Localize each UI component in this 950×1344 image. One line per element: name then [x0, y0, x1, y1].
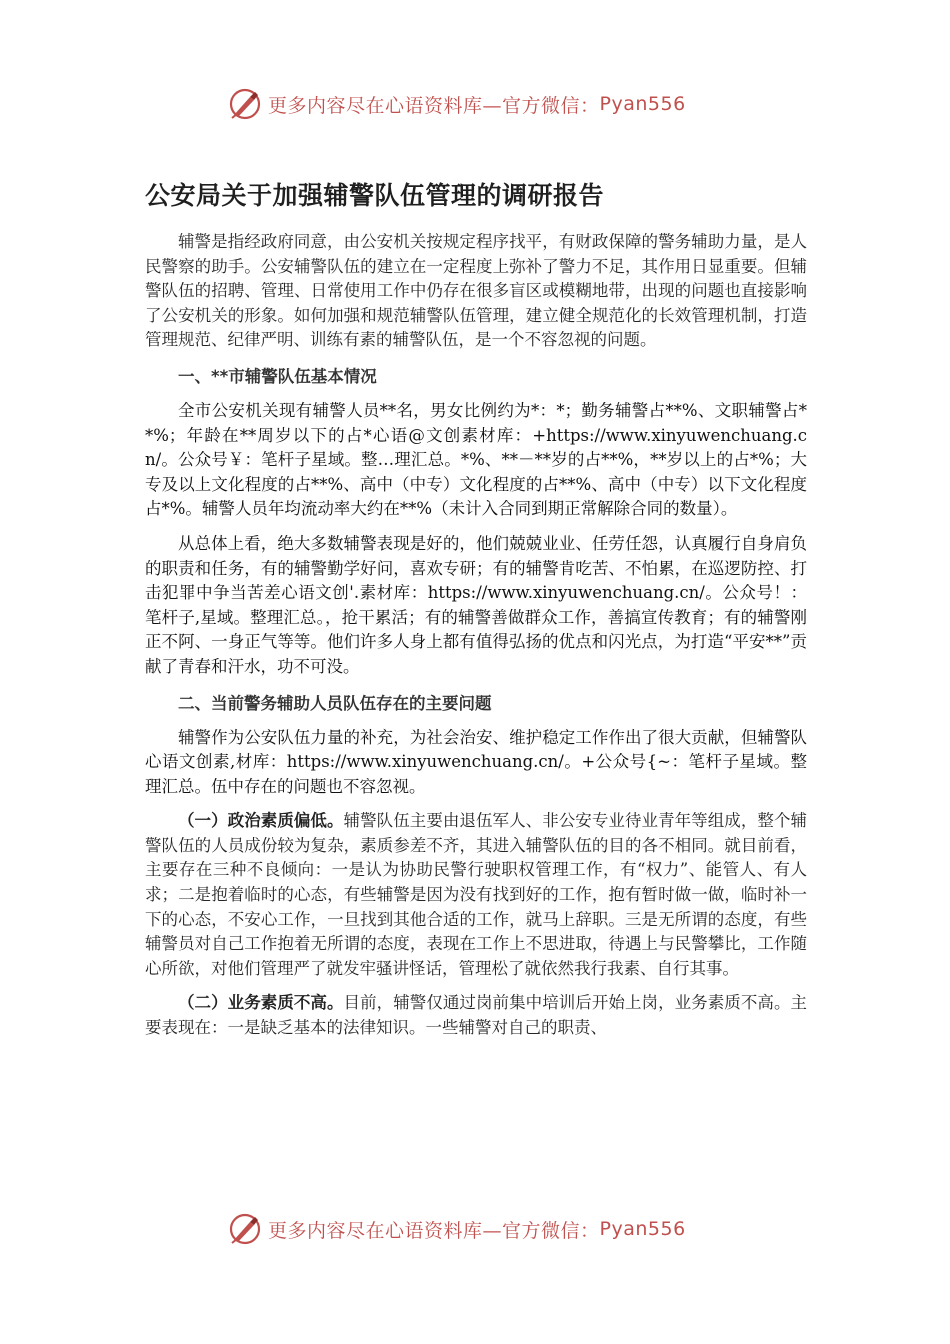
intro-paragraph: 辅警是指经政府同意，由公安机关按规定程序找平，有财政保障的警务辅助力量，是人民警察的助手。公安辅警队伍的建立在一定程度上弥补了警力不足，其作用日显重要。但辅警队伍的招聘、管理、日常使用工作中仍存在很多盲区或模糊地带，出现的问题也直接影响了公安机关的形象。如何加强和规范辅警队伍管理，建立健全规范化的长效管理机制，打造管理规范、纪律严明、训练有素的辅警队伍，是一个不容忽视的问题。: [145, 232, 807, 350]
paragraph-business-quality: [145, 991, 807, 1040]
section-heading-2: 二、当前警务辅助人员队伍存在的主要问题: [178, 693, 492, 713]
banner-text: 更多内容尽在心语资料库—官方微信：: [268, 1219, 600, 1242]
document-body: [145, 230, 807, 1041]
pen-logo-icon: [228, 1212, 262, 1246]
political-quality-text: 辅警队伍主要由退伍军人、非公安专业待业青年等组成，整个辅警队伍的人员成份较为复杂，素质参差不齐，其进入辅警队伍的目的各不相同。就目前看，主要存在三种不良倾向：一是认为协助民警行驶职权管理工作，有“权力”、能管人、有人求；二是抱着临时的心态，有些辅警是因为没有找到好的工作，抱有暂时做一做，临时补一下的心态，不安心工作，一旦找到其他合适的工作，就马上辞职。三是无所谓的态度，有些辅警员对自己工作抱着无所谓的态度，表现在工作上不思进取，待遇上与民警攀比，工作随心所欲，对他们管理严了就发牢骚讲怪话，管理松了就依然我行我素、自行其事。: [145, 811, 808, 978]
banner-wechat-id: Pyan556: [599, 1218, 686, 1240]
watermark-banner-bottom: [228, 1209, 686, 1249]
paragraph-problems-intro: 辅警作为公安队伍力量的补充，为社会治安、维护稳定工作作出了很大贡献，但辅警队心语文创素,材库：https://www.xinyuwenchuang.cn/。+公众号{~：笔杆子星域。整理汇总。伍中存在的问题也不容忽视。: [145, 727, 807, 796]
banner-text: 更多内容尽在心语资料库—官方微信：: [268, 94, 600, 117]
pen-logo-icon: [228, 87, 262, 121]
watermark-banner-top: [228, 84, 686, 124]
banner-wechat-id: Pyan556: [599, 93, 686, 115]
business-quality-text: 目前，辅警仅通过岗前集中培训后开始上岗，业务素质不高。主要表现在：一是缺乏基本的法律知识。一些辅警对自己的职责、: [145, 993, 808, 1038]
paragraph-political-quality: [145, 809, 807, 981]
subheading-business-quality: （二）业务素质不高。: [178, 993, 344, 1013]
paragraph-overall-view: 从总体上看，绝大多数辅警表现是好的，他们兢兢业业、任劳任怨，认真履行自身肩负的职责和任务，有的辅警勤学好问，喜欢专研；有的辅警肯吃苦、不怕累，在巡逻防控、打击犯罪中争当苦差心语文创'.素材库：https://www.xinyuwenchuang.cn/。公众号！：笔杆子,星域。整理汇总。，抢干累活；有的辅警善做群众工作，善搞宣传教育；有的辅警刚正不阿、一身正气等等。他们许多人身上都有值得弘扬的优点和闪光点，为打造“平安**”贡献了青春和汗水，功不可没。: [145, 533, 807, 676]
paragraph-basic-situation: 全市公安机关现有辅警人员**名，男女比例约为*：*；勤务辅警占**%、文职辅警占**%；年龄在**周岁以下的占*心语@文创素材库：+https://www.xinyuwenchuang.cn/。公众号￥：笔杆子星域。整…理汇总。*%、**－**岁的占**%，**岁以上的占*%；大专及以上文化程度的占**%、高中（中专）文化程度的占**%、高中（中专）以下文化程度占*%。辅警人员年均流动率大约在**%（未计入合同到期正常解除合同的数量）。: [145, 400, 807, 519]
section-heading-1: 一、**市辅警队伍基本情况: [178, 366, 377, 386]
document-title: 公安局关于加强辅警队伍管理的调研报告: [145, 181, 605, 210]
subheading-political-quality: （一）政治素质偏低。: [178, 811, 344, 831]
